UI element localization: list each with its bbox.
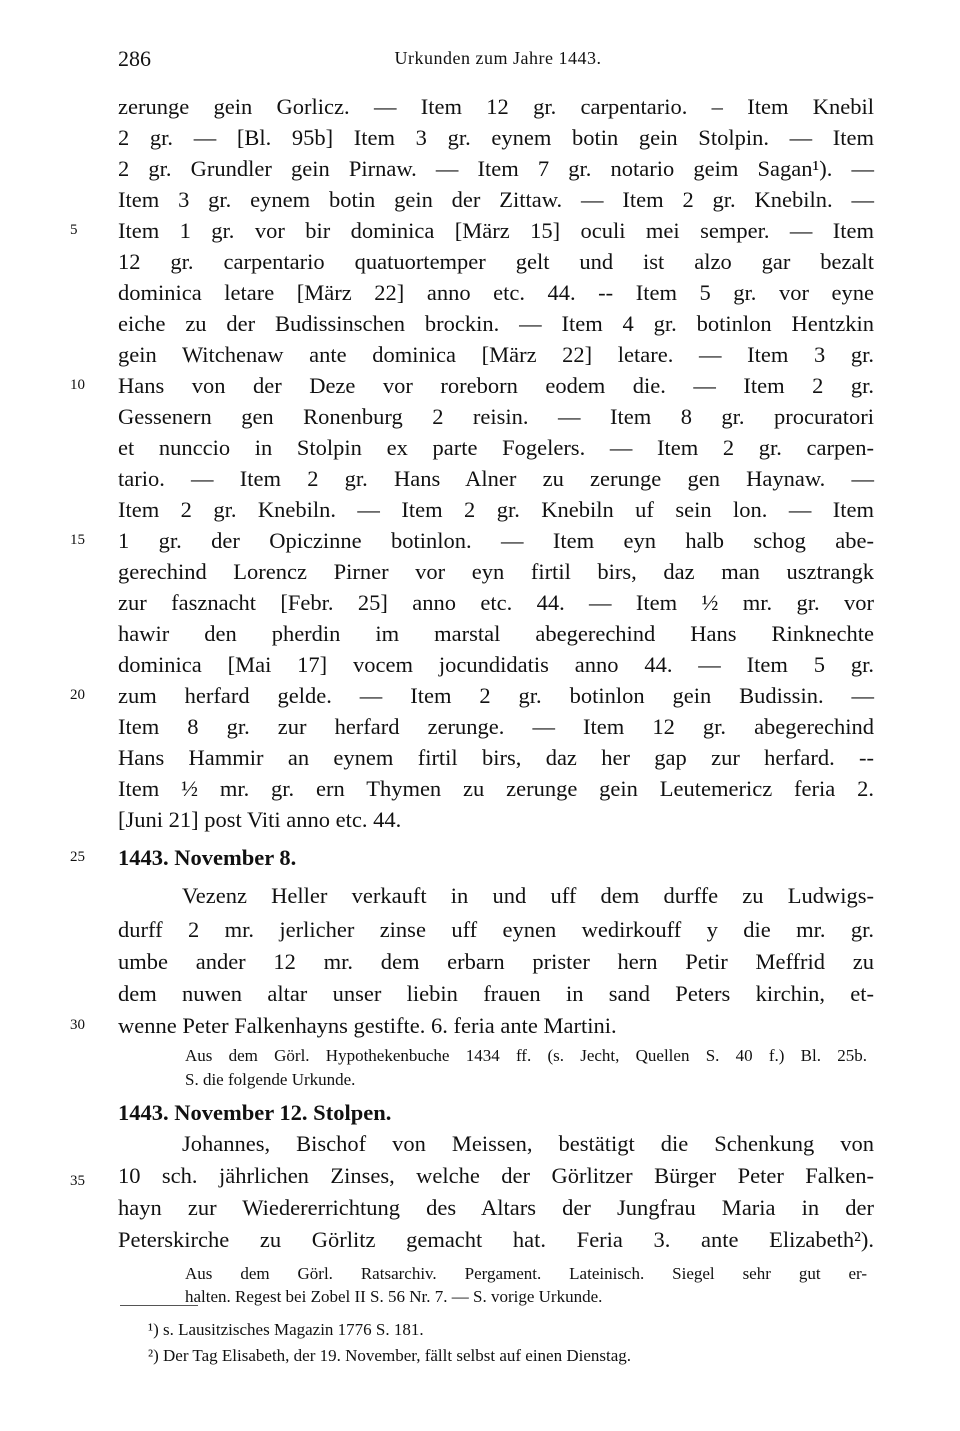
body-line: zur fasznacht [Febr. 25] anno etc. 44. — Item ½ mr. gr. vor bbox=[118, 590, 874, 615]
body-line: Item 1 gr. vor bir dominica [März 15] oculi mei semper. — Item bbox=[118, 218, 874, 243]
entry-text-line: wenne Peter Falkenhayns gestifte. 6. feria ante Martini. bbox=[118, 1013, 617, 1038]
line-number: 20 bbox=[70, 687, 85, 703]
source-note-line: S. die folgende Urkunde. bbox=[185, 1070, 356, 1089]
footnote: ²) Der Tag Elisabeth, der 19. November, fällt selbst auf einen Dienstag. bbox=[148, 1346, 632, 1365]
line-number: 10 bbox=[70, 377, 85, 393]
line-number: 15 bbox=[70, 532, 85, 548]
body-line: Item 2 gr. Knebiln. — Item 2 gr. Knebiln uf sein lon. — Item bbox=[118, 497, 874, 522]
body-line: gein Witchenaw ante dominica [März 22] letare. — Item 3 gr. bbox=[118, 342, 874, 367]
body-line: Hans von der Deze vor roreborn eodem die. — Item 2 gr. bbox=[118, 373, 874, 398]
source-note-line: Aus dem Görl. Ratsarchiv. Pergament. Lateinisch. Siegel sehr gut er- bbox=[185, 1264, 867, 1283]
line-number: 25 bbox=[70, 849, 85, 865]
body-line: zerunge gein Gorlicz. — Item 12 gr. carpentario. – Item Knebil bbox=[118, 94, 874, 119]
line-number: 35 bbox=[70, 1173, 85, 1189]
page-header bbox=[118, 46, 878, 76]
body-line: eiche zu der Budissinschen brockin. — Item 4 gr. botinlon Hentzkin bbox=[118, 311, 874, 336]
line-number: 5 bbox=[70, 222, 78, 238]
line-number: 30 bbox=[70, 1017, 85, 1033]
body-line: hawir den pherdin im marstal abegerechind Hans Rinknechte bbox=[118, 621, 874, 646]
source-note-line: Aus dem Görl. Hypothekenbuche 1434 ff. (s. Jecht, Quellen S. 40 f.) Bl. 25b. bbox=[185, 1046, 867, 1065]
body-line: zum herfard gelde. — Item 2 gr. botinlon gein Budissin. — bbox=[118, 683, 874, 708]
body-line: 12 gr. carpentario quatuortemper gelt und ist alzo gar bezalt bbox=[118, 249, 874, 274]
body-line: dominica [Mai 17] vocem jocundidatis anno 44. — Item 5 gr. bbox=[118, 652, 874, 677]
page-number: 286 bbox=[118, 46, 151, 71]
body-line: Gessenern gen Ronenburg 2 reisin. — Item 8 gr. procuratori bbox=[118, 404, 874, 429]
body-line: et nunccio in Stolpin ex parte Fogelers. — Item 2 gr. carpen- bbox=[118, 435, 874, 460]
entry-text-line: Johannes, Bischof von Meissen, bestätigt die Schenkung von bbox=[182, 1131, 874, 1156]
body-line: Item ½ mr. gr. ern Thymen zu zerunge gein Leutemericz feria 2. bbox=[118, 776, 874, 801]
entry-text-line: 10 sch. jährlichen Zinses, welche der Görlitzer Bürger Peter Falken- bbox=[118, 1163, 874, 1188]
body-line: dominica letare [März 22] anno etc. 44. -- Item 5 gr. vor eyne bbox=[118, 280, 874, 305]
footnote-separator bbox=[120, 1305, 198, 1306]
body-line: 2 gr. — [Bl. 95b] Item 3 gr. eynem botin gein Stolpin. — Item bbox=[118, 125, 874, 150]
entry-heading: 1443. November 8. bbox=[118, 845, 297, 870]
source-note-line: halten. Regest bei Zobel II S. 56 Nr. 7. — S. vorige Urkunde. bbox=[185, 1287, 603, 1306]
entry-text-line: durff 2 mr. jerlicher zinse uff eynen wedirkouff y die mr. gr. bbox=[118, 917, 874, 942]
body-line: Item 8 gr. zur herfard zerunge. — Item 12 gr. abegerechind bbox=[118, 714, 874, 739]
body-line: 1 gr. der Opiczinne botinlon. — Item eyn halb schog abe- bbox=[118, 528, 874, 553]
body-line: gerechind Lorencz Pirner vor eyn firtil birs, daz man usztrangk bbox=[118, 559, 874, 584]
body-line: 2 gr. Grundler gein Pirnaw. — Item 7 gr. notario geim Sagan¹). — bbox=[118, 156, 874, 181]
entry-text-line: Vezenz Heller verkauft in und uff dem durffe zu Ludwigs- bbox=[182, 883, 874, 908]
entry-heading: 1443. November 12. Stolpen. bbox=[118, 1100, 392, 1125]
running-title: Urkunden zum Jahre 1443. bbox=[394, 48, 602, 68]
entry-text-line: Peterskirche zu Görlitz gemacht hat. Feria 3. ante Elizabeth²). bbox=[118, 1227, 874, 1252]
entry-text-line: dem nuwen altar unser liebin frauen in sand Peters kirchin, et- bbox=[118, 981, 874, 1006]
body-line: tario. — Item 2 gr. Hans Alner zu zerunge gen Haynaw. — bbox=[118, 466, 874, 491]
body-line: Item 3 gr. eynem botin gein der Zittaw. — Item 2 gr. Knebiln. — bbox=[118, 187, 874, 212]
body-line: Hans Hammir an eynem firtil birs, daz her gap zur herfard. -- bbox=[118, 745, 874, 770]
entry-text-line: umbe ander 12 mr. dem erbarn prister hern Petir Meffrid zu bbox=[118, 949, 874, 974]
body-line: [Juni 21] post Viti anno etc. 44. bbox=[118, 807, 402, 832]
entry-text-line: hayn zur Wiedererrichtung des Altars der Jungfrau Maria in der bbox=[118, 1195, 874, 1220]
footnote: ¹) s. Lausitzisches Magazin 1776 S. 181. bbox=[148, 1320, 424, 1339]
